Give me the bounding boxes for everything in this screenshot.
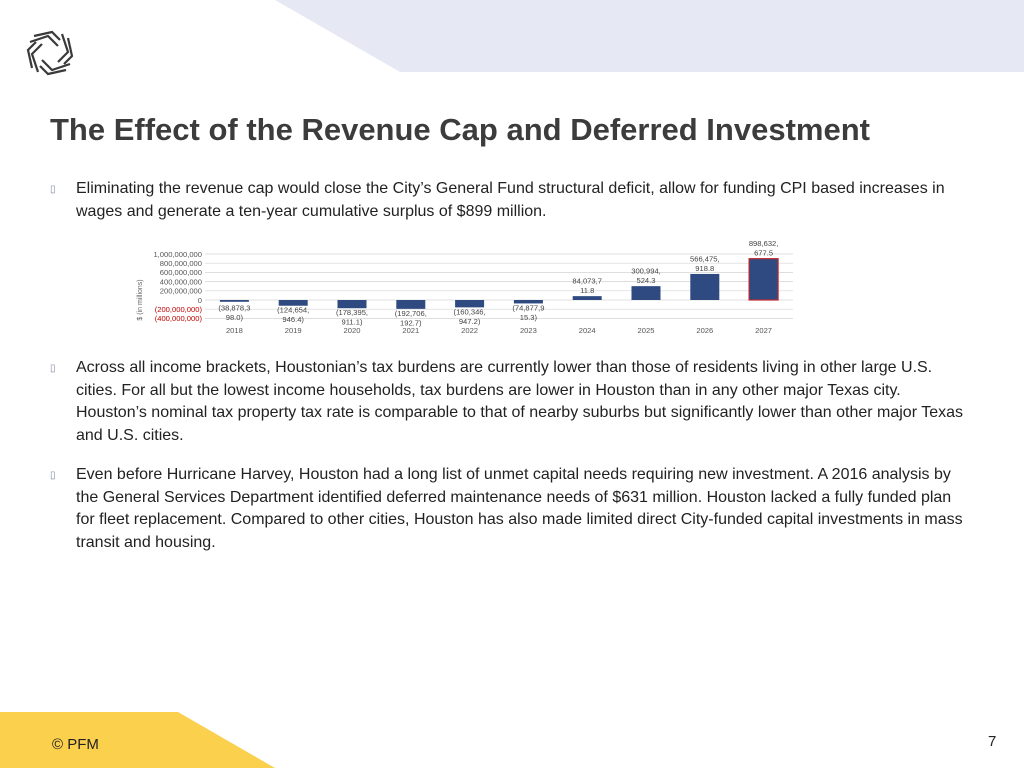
chart-data-label: 192.7) (400, 318, 422, 328)
chart-x-tick-label: 2027 (755, 326, 773, 335)
chart-y-tick-label: 800,000,000 (159, 259, 202, 268)
chart-data-label: (192,706, (394, 308, 427, 318)
chart-bar (632, 286, 661, 300)
chart-x-tick-label: 2021 (402, 326, 420, 335)
chart-x-tick-label: 2019 (284, 326, 302, 335)
footer-copyright: © PFM (52, 736, 99, 753)
chart-data-label: 947.2) (458, 316, 481, 326)
chart-data-label: (124,654, (277, 305, 310, 315)
chart-data-label: (178,395, (335, 308, 369, 318)
chart-data-label: 98.0) (225, 313, 244, 322)
chart-data-label: 300,994, (631, 266, 661, 276)
top-decorative-band (0, 0, 1024, 72)
footer-band-shape (0, 712, 275, 768)
chart-y-tick-label: (400,000,000) (154, 314, 202, 324)
chart-data-label: 946.4) (282, 315, 304, 325)
chart-y-tick-label: 200,000,000 (159, 286, 202, 296)
chart-y-ticks (153, 250, 202, 323)
chart-bar (396, 300, 425, 309)
bullet-item (50, 178, 970, 223)
square-bullet-icon: ▯ (50, 363, 56, 374)
chart-data-label: (160,346, (453, 307, 486, 317)
chart-x-tick-label: 2024 (578, 326, 596, 335)
chart-y-tick-label: 1,000,000,000 (153, 249, 202, 259)
chart-data-label: (74,877,9 (512, 303, 545, 313)
chart-x-tick-label: 2022 (461, 326, 479, 335)
slide-title: The Effect of the Revenue Cap and Deferred Investment (50, 112, 870, 147)
footer-decorative-band (0, 700, 300, 768)
chart-y-tick-label: (200,000,000) (154, 305, 202, 314)
chart-data-label: 677.5 (754, 248, 774, 258)
chart-y-tick-label: 400,000,000 (159, 277, 202, 287)
chart-bar (220, 300, 249, 302)
chart-bar (690, 274, 719, 300)
chart-y-tick-label: 600,000,000 (159, 268, 202, 278)
chart-data-label: 15.3) (519, 313, 538, 322)
chart-y-tick-label: 0 (197, 295, 202, 305)
chart-y-axis-label: $ (in millions) (137, 279, 144, 321)
chart-bar (573, 296, 602, 300)
chart-x-tick-label: 2020 (343, 326, 361, 335)
chart-x-tick-label: 2018 (225, 326, 243, 335)
chart-data-label: 918.8 (695, 263, 715, 273)
bullet-item (50, 357, 970, 447)
bullet-text: Eliminating the revenue cap would close the City’s General Fund structural deficit, allow for funding CPI based increases in wages and generate a ten-year cumulative surplus of $899 million. (76, 180, 945, 220)
square-bullet-icon: ▯ (50, 184, 56, 195)
chart-x-tick-label: 2026 (696, 326, 714, 335)
chart-data-label: 898,632, (748, 239, 779, 249)
revenue-surplus-chart (133, 234, 800, 342)
chart-data-label: 911.1) (341, 317, 363, 327)
bullet-text: Even before Hurricane Harvey, Houston had a long list of unmet capital needs requiring new investment. A 2016 analysis by the General Services Department identified deferred maintenance needs of $631 million. Houston lacked a fully funded plan for fleet replacement. Compared to other cities, Houston has also made limited direct City-funded capital investments in mass transit and housing. (76, 466, 963, 551)
chart-data-label: 566,475, (690, 254, 720, 264)
pfm-logo-icon (24, 28, 76, 78)
chart-data-label: 84,073,7 (572, 276, 602, 286)
chart-bar (455, 300, 484, 307)
chart-data-label: 11.8 (580, 286, 595, 296)
chart-x-ticks (226, 326, 772, 335)
chart-x-tick-label: 2025 (637, 326, 655, 335)
bullet-item (50, 464, 970, 554)
bullet-text: Across all income brackets, Houstonian’s tax burdens are currently lower than those of residents living in other large U.S. cities. For all but the lowest income households, tax burdens are lower in Houston than in any other major Texas city. Houston’s nominal tax property tax rate is comparable to that of nearby suburbs but significantly lower than other major Texas and U.S. cities. (76, 359, 963, 444)
page-number: 7 (988, 733, 997, 750)
square-bullet-icon: ▯ (50, 470, 56, 481)
chart-data-label: 524.3 (636, 276, 656, 286)
chart-x-tick-label: 2023 (519, 326, 537, 335)
chart-bar (338, 300, 367, 308)
chart-bar (749, 259, 778, 300)
chart-data-label: (38,878,3 (218, 303, 251, 313)
top-band-shape (275, 0, 1024, 72)
